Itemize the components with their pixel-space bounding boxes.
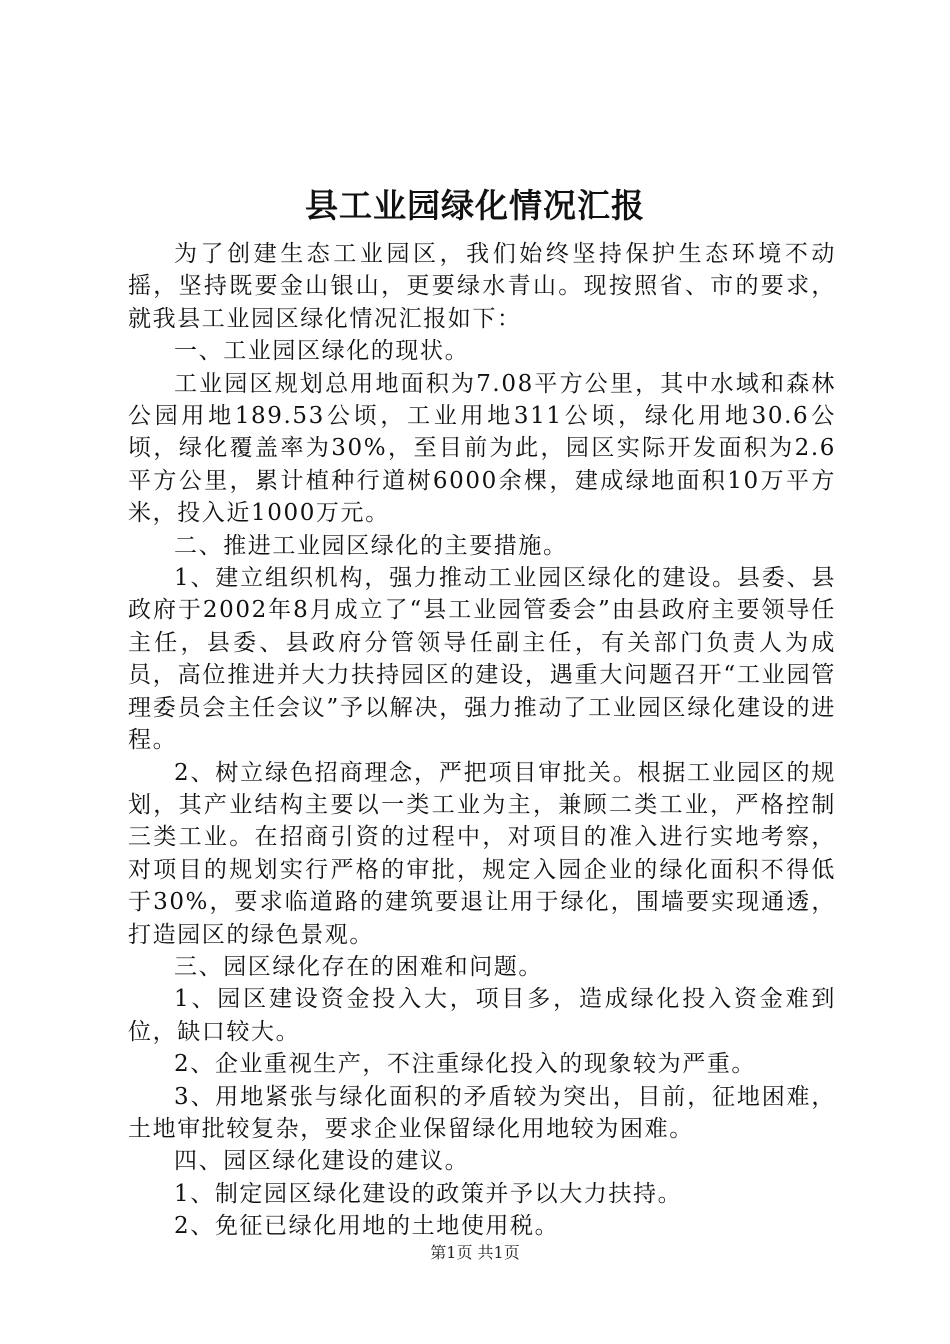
body-paragraph: 1、制定园区绿化建设的政策并予以大力扶持。	[174, 1180, 683, 1207]
section-heading: 三、园区绿化存在的困难和问题。	[174, 953, 543, 980]
document-body	[128, 238, 836, 1243]
section-heading: 二、推进工业园区绿化的主要措施。	[174, 532, 568, 559]
body-paragraph: 3、用地紧张与绿化面积的矛盾较为突出，目前，征地困难，土地审批较复杂，要求企业保留绿化用地较为困难。	[128, 1083, 836, 1142]
body-paragraph: 工业园区规划总用地面积为7.08平方公里，其中水域和森林公园用地189.53公顷，工业用地311公顷，绿化用地30.6公顷，绿化覆盖率为30%，至目前为此，园区实际开发面积为2.6平方公里，累计植种行道树6000余棵，建成绿地面积10万平方米，投入近1000万元。	[128, 370, 836, 527]
section-heading: 一、工业园区绿化的现状。	[174, 338, 470, 365]
body-paragraph: 2、免征已绿化用地的土地使用税。	[174, 1213, 560, 1240]
page-footer: 第1页 共1页	[430, 1243, 520, 1262]
body-paragraph: 2、企业重视生产，不注重绿化投入的现象较为严重。	[174, 1051, 757, 1078]
body-paragraph: 2、树立绿色招商理念，严把项目审批关。根据工业园区的规划，其产业结构主要以一类工业为主，兼顾二类工业，严格控制三类工业。在招商引资的过程中，对项目的准入进行实地考察，对项目的规划实行严格的审批，规定入园企业的绿化面积不得低于30%，要求临道路的建筑要退让用于绿化，围墙要实现通透，打造园区的绿色景观。	[128, 759, 836, 948]
body-paragraph: 为了创建生态工业园区，我们始终坚持保护生态环境不动摇，坚持既要金山银山，更要绿水青山。现按照省、市的要求，就我县工业园区绿化情况汇报如下：	[128, 241, 836, 332]
body-paragraph: 1、建立组织机构，强力推动工业园区绿化的建设。县委、县政府于2002年8月成立了“县工业园管委会”由县政府主要领导任主任，县委、县政府分管领导任副主任，有关部门负责人为成员，高位推进并大力扶持园区的建设，遇重大问题召开“工业园管理委员会主任会议”予以解决，强力推动了工业园区绿化建设的进程。	[128, 565, 836, 754]
body-paragraph: 1、园区建设资金投入大，项目多，造成绿化投入资金难到位，缺口较大。	[128, 986, 836, 1045]
section-heading: 四、园区绿化建设的建议。	[174, 1148, 470, 1175]
document-title: 县工业园绿化情况汇报	[305, 186, 645, 225]
